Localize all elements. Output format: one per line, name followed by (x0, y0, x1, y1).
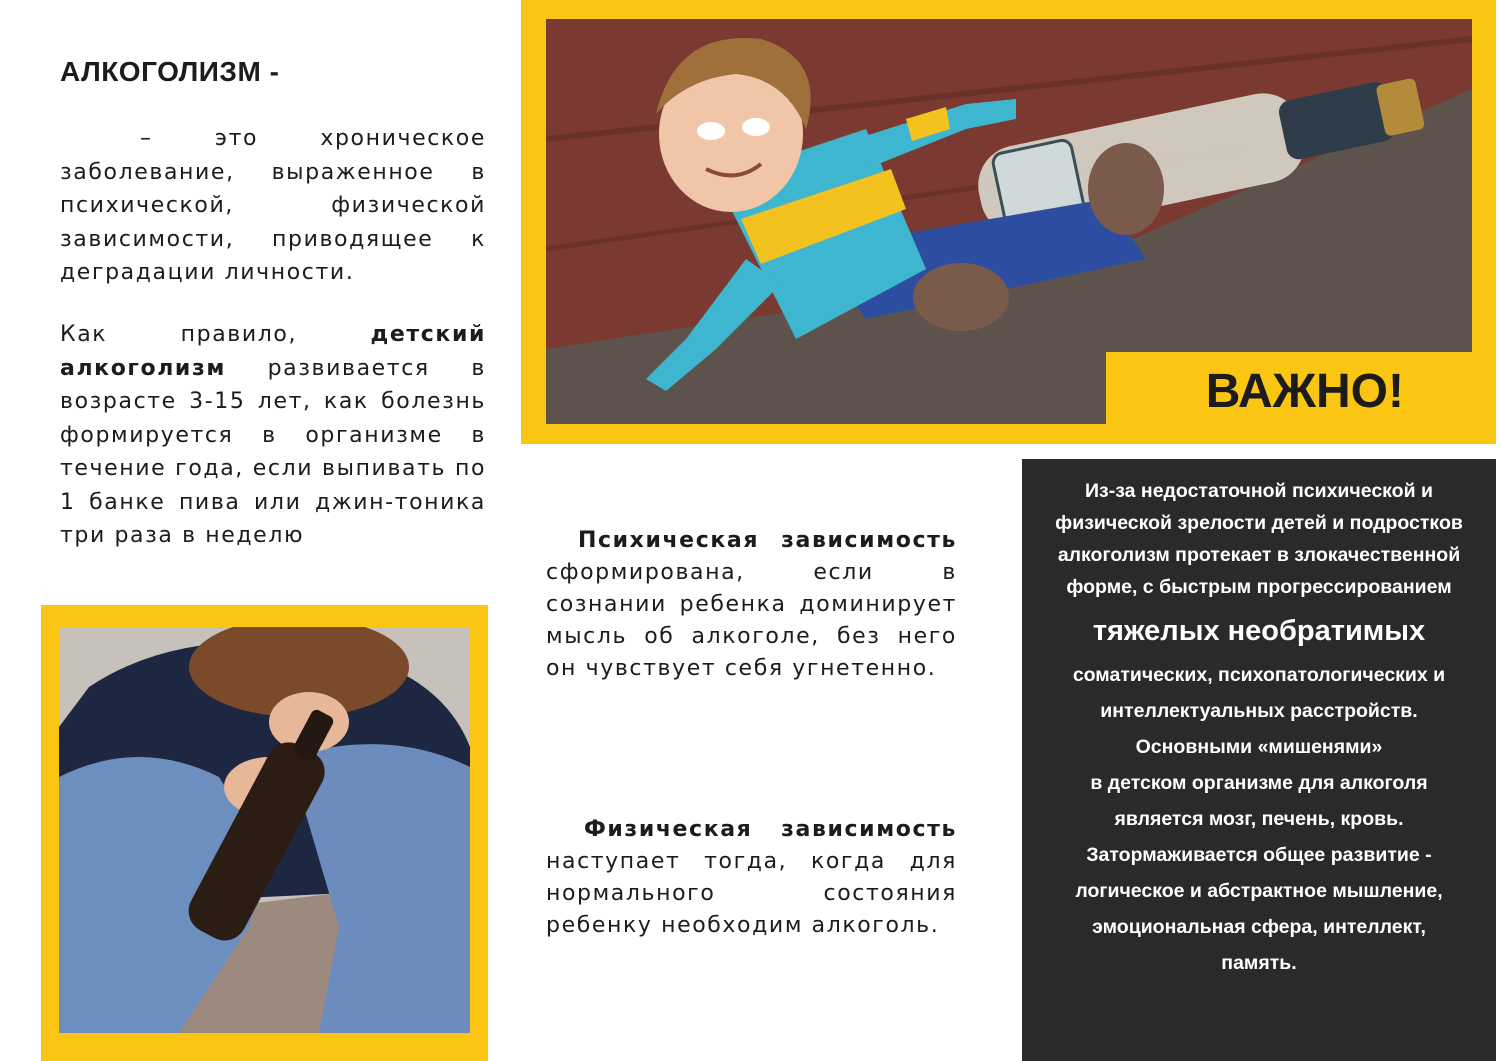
info-line: соматических, психопатологических и (1072, 664, 1446, 686)
info-line: Затормаживается общее развитие - (1086, 844, 1432, 866)
info-details (1042, 657, 1476, 981)
info-line: эмоциональная сфера, интеллект, (1092, 916, 1426, 938)
info-line: Основными «мишенями» (1135, 736, 1383, 758)
info-emphasis-text: тяжелых необратимых (1092, 615, 1426, 647)
info-line: память. (1221, 952, 1297, 974)
teen-with-bottle-illustration (59, 627, 470, 1033)
info-panel (1022, 459, 1496, 1061)
mental-dependence-term: Психическая зависимость (578, 528, 957, 553)
mental-dependence-text: сформирована, если в сознании ребенка доминирует мысль об алкоголе, без него он чувствует себя угнетенно. (546, 560, 957, 681)
info-line: является мозг, печень, кровь. (1114, 808, 1404, 830)
info-line: в детском организме для алкоголя (1090, 772, 1428, 794)
definition-paragraph: – это хроническое заболевание, выраженное в психической, физической зависимости, приводящее к деградации личности. (60, 126, 486, 285)
info-line: интеллектуальных расстройств. (1100, 700, 1418, 722)
physical-dependence-text: наступает тогда, когда для нормального состояния ребенку необходим алкоголь. (546, 849, 957, 938)
page-title: АЛКОГОЛИЗМ - (60, 56, 280, 87)
mental-dependence-paragraph (546, 525, 957, 685)
intro-text-end: развивается в возрасте 3-15 лет, как болезнь формируется в организме в течение года, если выпивать по 1 банке пива или джин-тоника три раза в неделю (60, 355, 486, 548)
intro-bold-term: детский алкоголизм (60, 322, 486, 381)
physical-dependence-paragraph (546, 814, 957, 942)
info-lead-text: Из-за недостаточной психической и физической зрелости детей и подростков алкоголизм протекает в злокачественной форме, с быстрым прогрессированием (1055, 480, 1463, 598)
info-line: логическое и абстрактное мышление, (1075, 880, 1443, 902)
intro-paragraph (60, 318, 486, 553)
teen-with-bottle-photo (59, 627, 470, 1033)
intro-text-start: Как правило, (60, 322, 371, 347)
physical-dependence-term: Физическая зависимость (584, 817, 957, 842)
important-heading: ВАЖНО! (1205, 365, 1404, 418)
